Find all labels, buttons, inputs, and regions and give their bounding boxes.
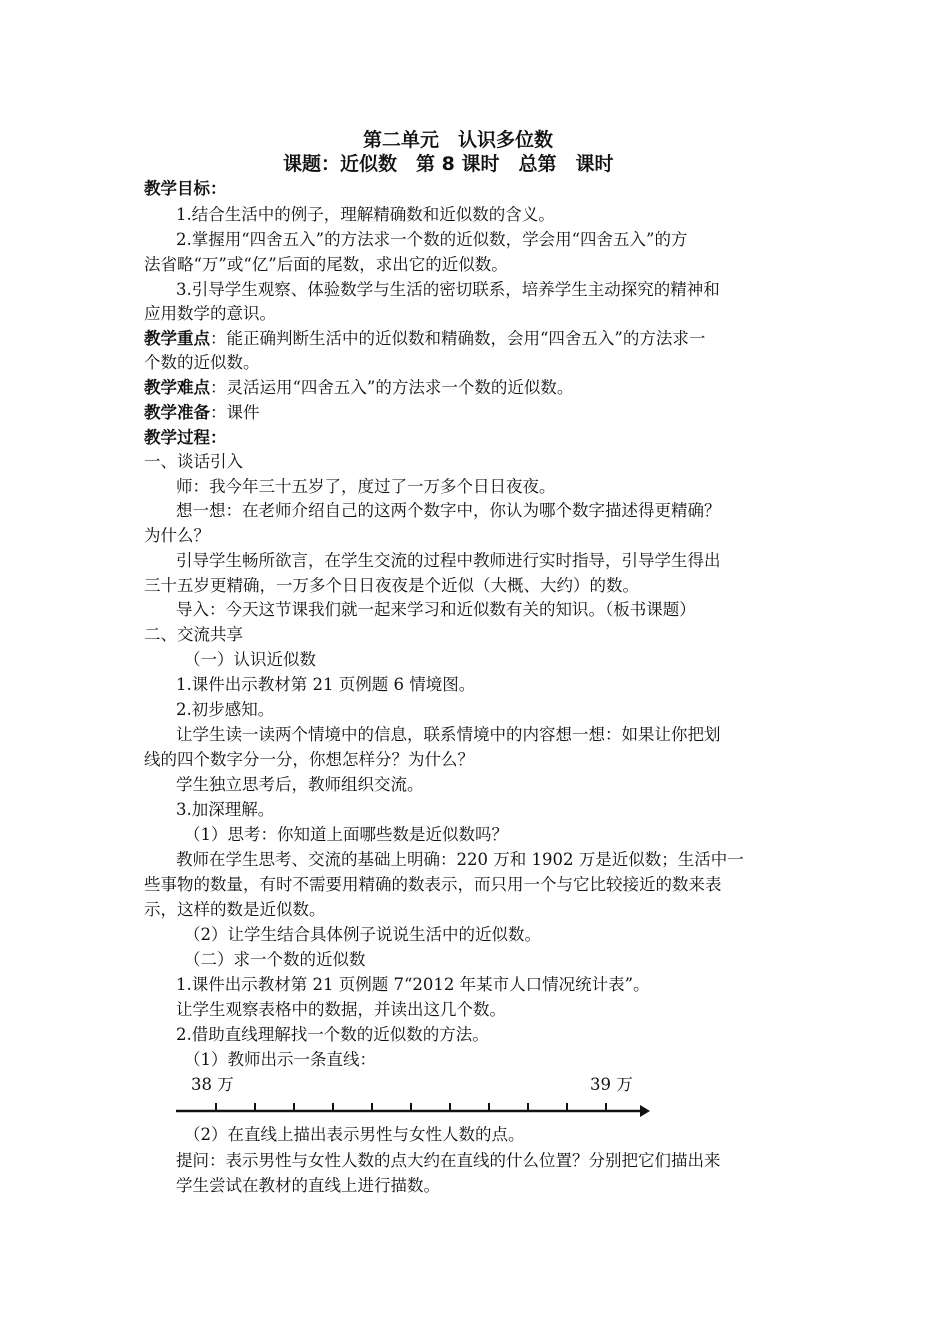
section2-line4: 线的四个数字分一分，你想怎样分？为什么？ bbox=[144, 750, 474, 769]
key-point-line1 bbox=[144, 329, 705, 349]
section2-line3: 让学生读一读两个情境中的信息，联系情境中的内容想一想：如果让你把划 bbox=[176, 725, 721, 744]
process-heading: 教学过程： bbox=[144, 428, 227, 447]
preparation-text: ：课件 bbox=[210, 403, 260, 422]
section2-sub2: （二）求一个数的近似数 bbox=[184, 950, 366, 969]
objective-2-line1: 2.掌握用“四舍五入”的方法求一个数的近似数，学会用“四舍五入”的方 bbox=[176, 230, 688, 249]
key-point-line2: 个数的近似数。 bbox=[144, 353, 260, 372]
key-point-text: ：能正确判断生活中的近似数和精确数，会用“四舍五入”的方法求一 bbox=[210, 329, 706, 348]
objective-3-line1: 3.引导学生观察、体验数学与生活的密切联系，培养学生主动探究的精神和 bbox=[176, 280, 720, 299]
section2-line1: 1.课件出示教材第 21 页例题 6 情境图。 bbox=[176, 675, 476, 694]
section2-line18: 学生尝试在教材的直线上进行描数。 bbox=[176, 1176, 440, 1195]
key-point-label: 教学重点 bbox=[144, 329, 210, 348]
section2-line13: 让学生观察表格中的数据，并读出这几个数。 bbox=[176, 1000, 506, 1019]
number-line-figure bbox=[170, 1094, 660, 1128]
section2-heading: 二、交流共享 bbox=[144, 625, 243, 644]
section2-line17: 提问：表示男性与女性人数的点大约在直线的什么位置？分别把它们描出来 bbox=[176, 1151, 721, 1170]
number-line-arrow bbox=[640, 1105, 650, 1117]
preparation-line bbox=[144, 403, 260, 423]
section2-line2: 2.初步感知。 bbox=[176, 700, 275, 719]
section1-line5: 三十五岁更精确，一万多个日日夜夜是个近似（大概、大约）的数。 bbox=[144, 576, 639, 595]
unit-title: 第二单元 认识多位数 bbox=[363, 129, 554, 151]
section2-line15: （1）教师出示一条直线： bbox=[184, 1050, 376, 1069]
difficulty-line bbox=[144, 378, 573, 398]
section2-line12: 1.课件出示教材第 21 页例题 7“2012 年某市人口情况统计表”。 bbox=[176, 975, 650, 994]
section2-line5: 学生独立思考后，教师组织交流。 bbox=[176, 775, 424, 794]
number-line-start-label: 38 万 bbox=[191, 1075, 234, 1094]
section1-line4: 引导学生畅所欲言，在学生交流的过程中教师进行实时指导，引导学生得出 bbox=[176, 551, 721, 570]
objectives-heading: 教学目标： bbox=[144, 179, 227, 198]
section2-line10: 示，这样的数是近似数。 bbox=[144, 900, 326, 919]
number-line-end-label: 39 万 bbox=[590, 1075, 633, 1094]
objective-2-line2: 法省略“万”或“亿”后面的尾数，求出它的近似数。 bbox=[144, 255, 508, 274]
difficulty-text: ：灵活运用“四舍五入”的方法求一个数的近似数。 bbox=[210, 378, 574, 397]
preparation-label: 教学准备 bbox=[144, 403, 210, 422]
section2-line14: 2.借助直线理解找一个数的近似数的方法。 bbox=[176, 1025, 489, 1044]
section1-heading: 一、谈话引入 bbox=[144, 452, 243, 471]
objective-3-line2: 应用数学的意识。 bbox=[144, 304, 276, 323]
section2-line8: 教师在学生思考、交流的基础上明确：220 万和 1902 万是近似数；生活中一 bbox=[176, 850, 744, 869]
section2-line16: （2）在直线上描出表示男性与女性人数的点。 bbox=[184, 1125, 525, 1144]
section2-line7: （1）思考：你知道上面哪些数是近似数吗？ bbox=[184, 825, 508, 844]
section1-line2: 想一想：在老师介绍自己的这两个数字中，你认为哪个数字描述得更精确？ bbox=[176, 501, 721, 520]
section1-line3: 为什么？ bbox=[144, 526, 210, 545]
section1-line6: 导入：今天这节课我们就一起来学习和近似数有关的知识。（板书课题） bbox=[176, 600, 696, 619]
objective-1: 1.结合生活中的例子，理解精确数和近似数的含义。 bbox=[176, 205, 555, 224]
section2-line9: 些事物的数量，有时不需要用精确的数表示，而只用一个与它比较接近的数来表 bbox=[144, 875, 722, 894]
lesson-title: 课题：近似数 第 8 课时 总第 课时 bbox=[283, 153, 614, 175]
section2-line6: 3.加深理解。 bbox=[176, 800, 275, 819]
section2-line11: （2）让学生结合具体例子说说生活中的近似数。 bbox=[184, 925, 541, 944]
difficulty-label: 教学难点 bbox=[144, 378, 210, 397]
section1-line1: 师：我今年三十五岁了，度过了一万多个日日夜夜。 bbox=[176, 477, 556, 496]
section2-sub1: （一）认识近似数 bbox=[184, 650, 316, 669]
